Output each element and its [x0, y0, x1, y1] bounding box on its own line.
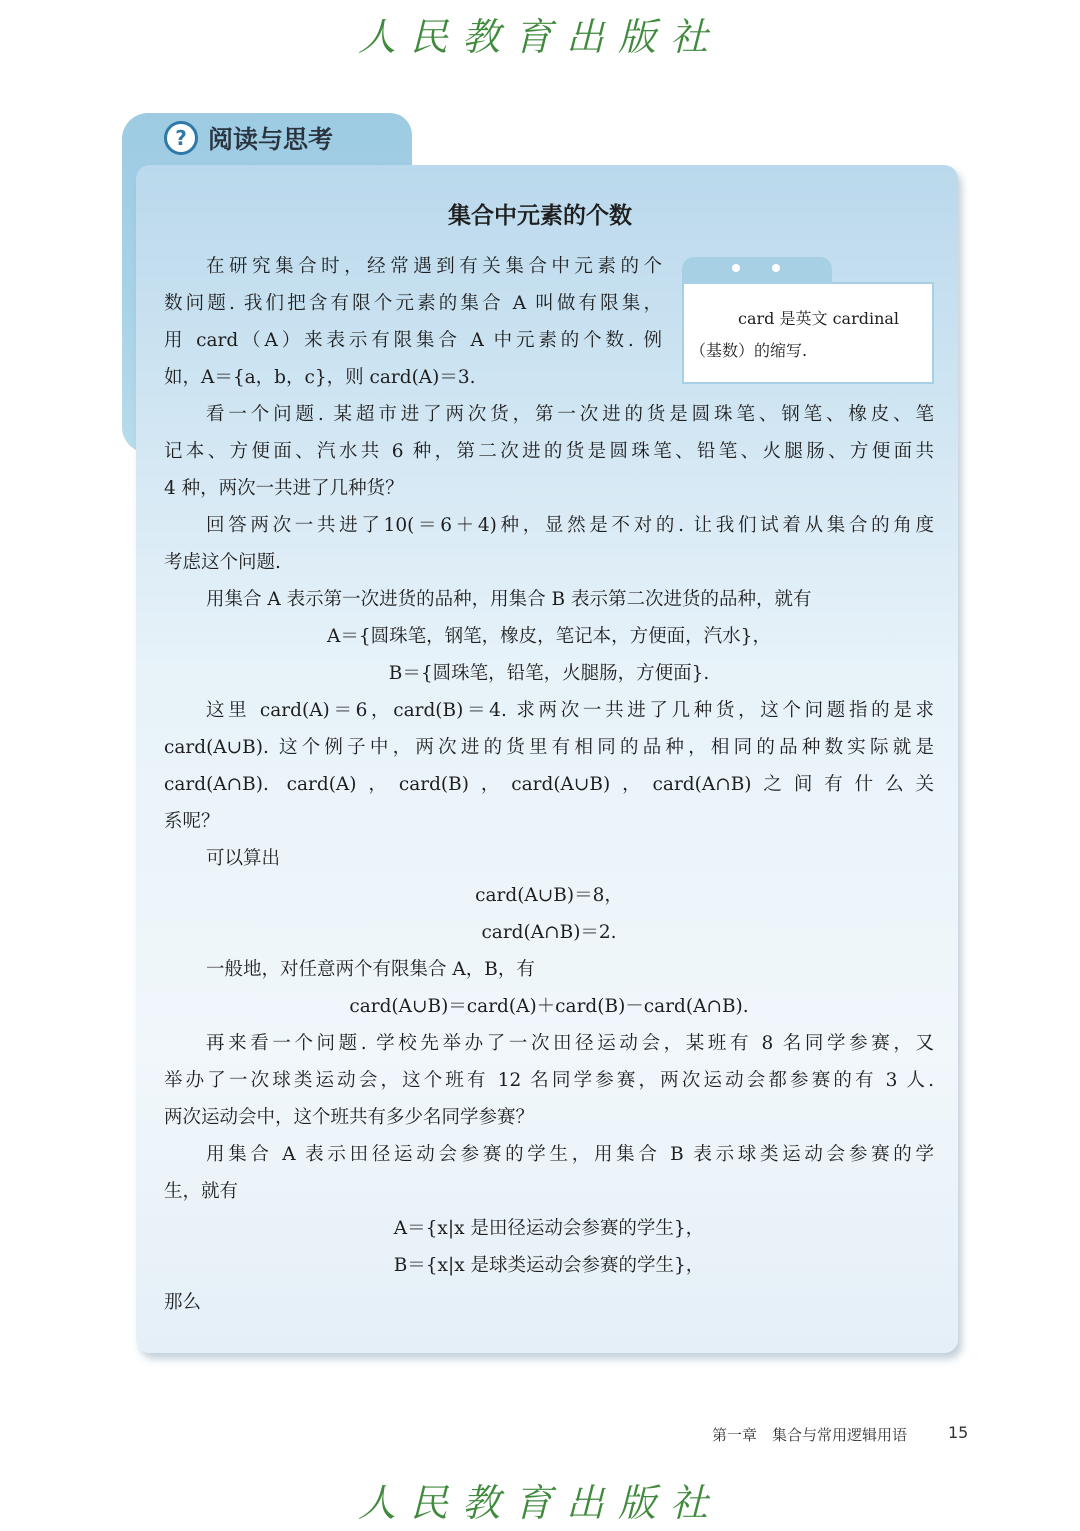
paragraph-line: 用集合 A 表示田径运动会参赛的学生，用集合 B 表示球类运动会参赛的学	[206, 1144, 934, 1165]
paragraph-line: 那么	[164, 1292, 202, 1313]
chapter-footer: 第一章 集合与常用逻辑用语	[712, 1426, 908, 1444]
paragraph-line: 回答两次一共进了10(＝6＋4)种，显然是不对的. 让我们试着从集合的角度	[206, 515, 934, 536]
paragraph-line: 记本、方便面、汽水共 6 种，第二次进的货是圆珠笔、铅笔、火腿肠、方便面共	[164, 441, 934, 462]
side-note-tab	[682, 257, 832, 285]
paragraph-line: 在研究集合时，经常遇到有关集合中元素的个	[206, 256, 662, 277]
paragraph-line: card(A∪B). 这个例子中，两次进的货里有相同的品种，相同的品种数实际就是	[164, 737, 934, 758]
paragraph-line: 看一个问题. 某超市进了两次货，第一次进的货是圆珠笔、钢笔、橡皮、笔	[206, 404, 934, 425]
formula-line: card(A∩B)＝2.	[481, 922, 617, 943]
section-title: 阅读与思考	[208, 125, 334, 154]
side-note-line: card 是英文 cardinal	[738, 309, 900, 328]
question-book-icon	[164, 121, 198, 155]
paragraph-line: 系呢？	[164, 811, 220, 832]
formula-line: A＝{圆珠笔，钢笔，橡皮，笔记本，方便面，汽水}，	[327, 626, 771, 647]
formula-line: B＝{x|x 是球类运动会参赛的学生}，	[393, 1255, 705, 1276]
paragraph-line: 可以算出	[206, 848, 281, 869]
paragraph-line: 4 种，两次一共进了几种货？	[164, 478, 404, 499]
formula-line: B＝{圆珠笔，铅笔，火腿肠，方便面}.	[388, 663, 710, 684]
paragraph-line: 再来看一个问题. 学校先举办了一次田径运动会，某班有 8 名同学参赛，又	[206, 1033, 934, 1054]
formula-line: A＝{x|x 是田径运动会参赛的学生}，	[393, 1218, 705, 1239]
paragraph-line: card(A∩B). card(A)，card(B)，card(A∪B)，card(A∩B)之间有什么关	[164, 774, 934, 795]
paragraph-line: 考虑这个问题.	[164, 552, 281, 573]
paragraph-line: 如，A＝{a，b，c}，则 card(A)＝3.	[164, 367, 476, 388]
side-note-dot	[732, 264, 740, 272]
paragraph-line: 一般地，对任意两个有限集合 A，B，有	[206, 959, 535, 980]
paragraph-line: 两次运动会中，这个班共有多少名同学参赛？	[164, 1107, 535, 1128]
paragraph-line: 这里 card(A)＝6，card(B)＝4. 求两次一共进了几种货，这个问题指的是求	[206, 700, 934, 721]
side-note	[682, 282, 934, 384]
side-note-dot	[772, 264, 780, 272]
formula-line: card(A∪B)＝card(A)＋card(B)－card(A∩B).	[349, 996, 749, 1017]
paragraph-line: 数问题. 我们把含有限个元素的集合 A 叫做有限集，	[164, 293, 662, 314]
paragraph-line: 举办了一次球类运动会，这个班有 12 名同学参赛，两次运动会都参赛的有 3 人.	[164, 1070, 934, 1091]
article-heading: 集合中元素的个数	[448, 203, 632, 229]
page-number: 15	[948, 1423, 969, 1442]
publisher-logo-top: 人民教育出版社	[357, 15, 722, 59]
paragraph-line: 用集合 A 表示第一次进货的品种，用集合 B 表示第二次进货的品种，就有	[206, 589, 812, 610]
side-note-line: （基数）的缩写.	[690, 341, 808, 360]
formula-line: card(A∪B)＝8，	[475, 885, 623, 906]
paragraph-line: 生，就有	[164, 1181, 239, 1202]
publisher-logo-bottom: 人民教育出版社	[357, 1481, 722, 1525]
paragraph-line: 用 card（A）来表示有限集合 A 中元素的个数. 例	[164, 330, 662, 351]
